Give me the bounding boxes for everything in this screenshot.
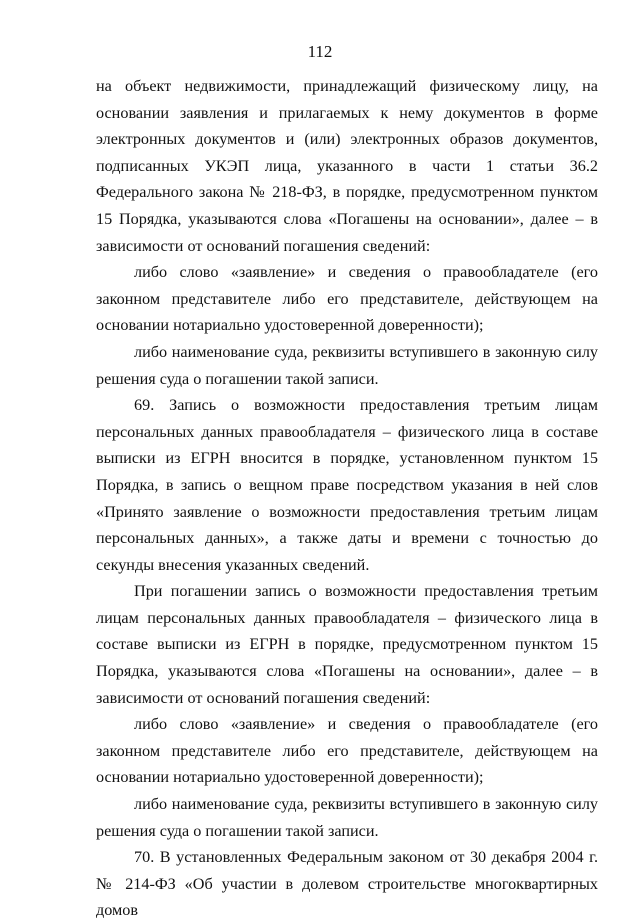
paragraph-option-court: либо наименование суда, реквизиты вступившего в законную силу решения суда о погашении такой записи. xyxy=(96,342,598,388)
page-number: 112 xyxy=(307,42,333,61)
document-body xyxy=(96,73,598,924)
paragraph-option-applicant: либо слово «заявление» и сведения о правообладателе (его законном представителе либо его представителе, действующем на основании нотариально удостоверенной доверенности); xyxy=(96,263,598,335)
paragraph-item-69: 69. Запись о возможности предоставления третьим лицам персональных данных правообладателя – физического лица в составе выписки из ЕГРН вносится в порядке, установленном пунктом 15 Порядка, в запись о вещном праве посредством указания в ней слов «Принято заявление о возможности предоставления третьим лицам персональных данных», а также даты и времени с точностью до секунды внесения указанных сведений. xyxy=(96,396,598,574)
paragraph-item-70: 70. В установленных Федеральным законом от 30 декабря 2004 г. № 214-ФЗ «Об участии в долевом строительстве многоквартирных домов xyxy=(96,848,598,920)
paragraph-continuation: на объект недвижимости, принадлежащий физическому лицу, на основании заявления и прилагаемых к нему документов в форме электронных документов и (или) электронных образов документов, подписанных УКЭП лица, указанного в части 1 статьи 36.2 Федерального закона № 218-ФЗ, в порядке, предусмотренном пунктом 15 Порядка, указываются слова «Погашены на основании», далее – в зависимости от оснований погашения сведений: xyxy=(96,77,598,255)
paragraph-option-applicant-2: либо слово «заявление» и сведения о правообладателе (его законном представителе либо его представителе, действующем на основании нотариально удостоверенной доверенности); xyxy=(96,715,598,787)
paragraph-option-court-2: либо наименование суда, реквизиты вступившего в законную силу решения суда о погашении такой записи. xyxy=(96,795,598,840)
paragraph-cancellation: При погашении запись о возможности предоставления третьим лицам персональных данных правообладателя – физического лица в составе выписки из ЕГРН в порядке, предусмотренном пунктом 15 Порядка, указываются слова «Погашены на основании», далее – в зависимости от оснований погашения сведений: xyxy=(96,582,598,707)
